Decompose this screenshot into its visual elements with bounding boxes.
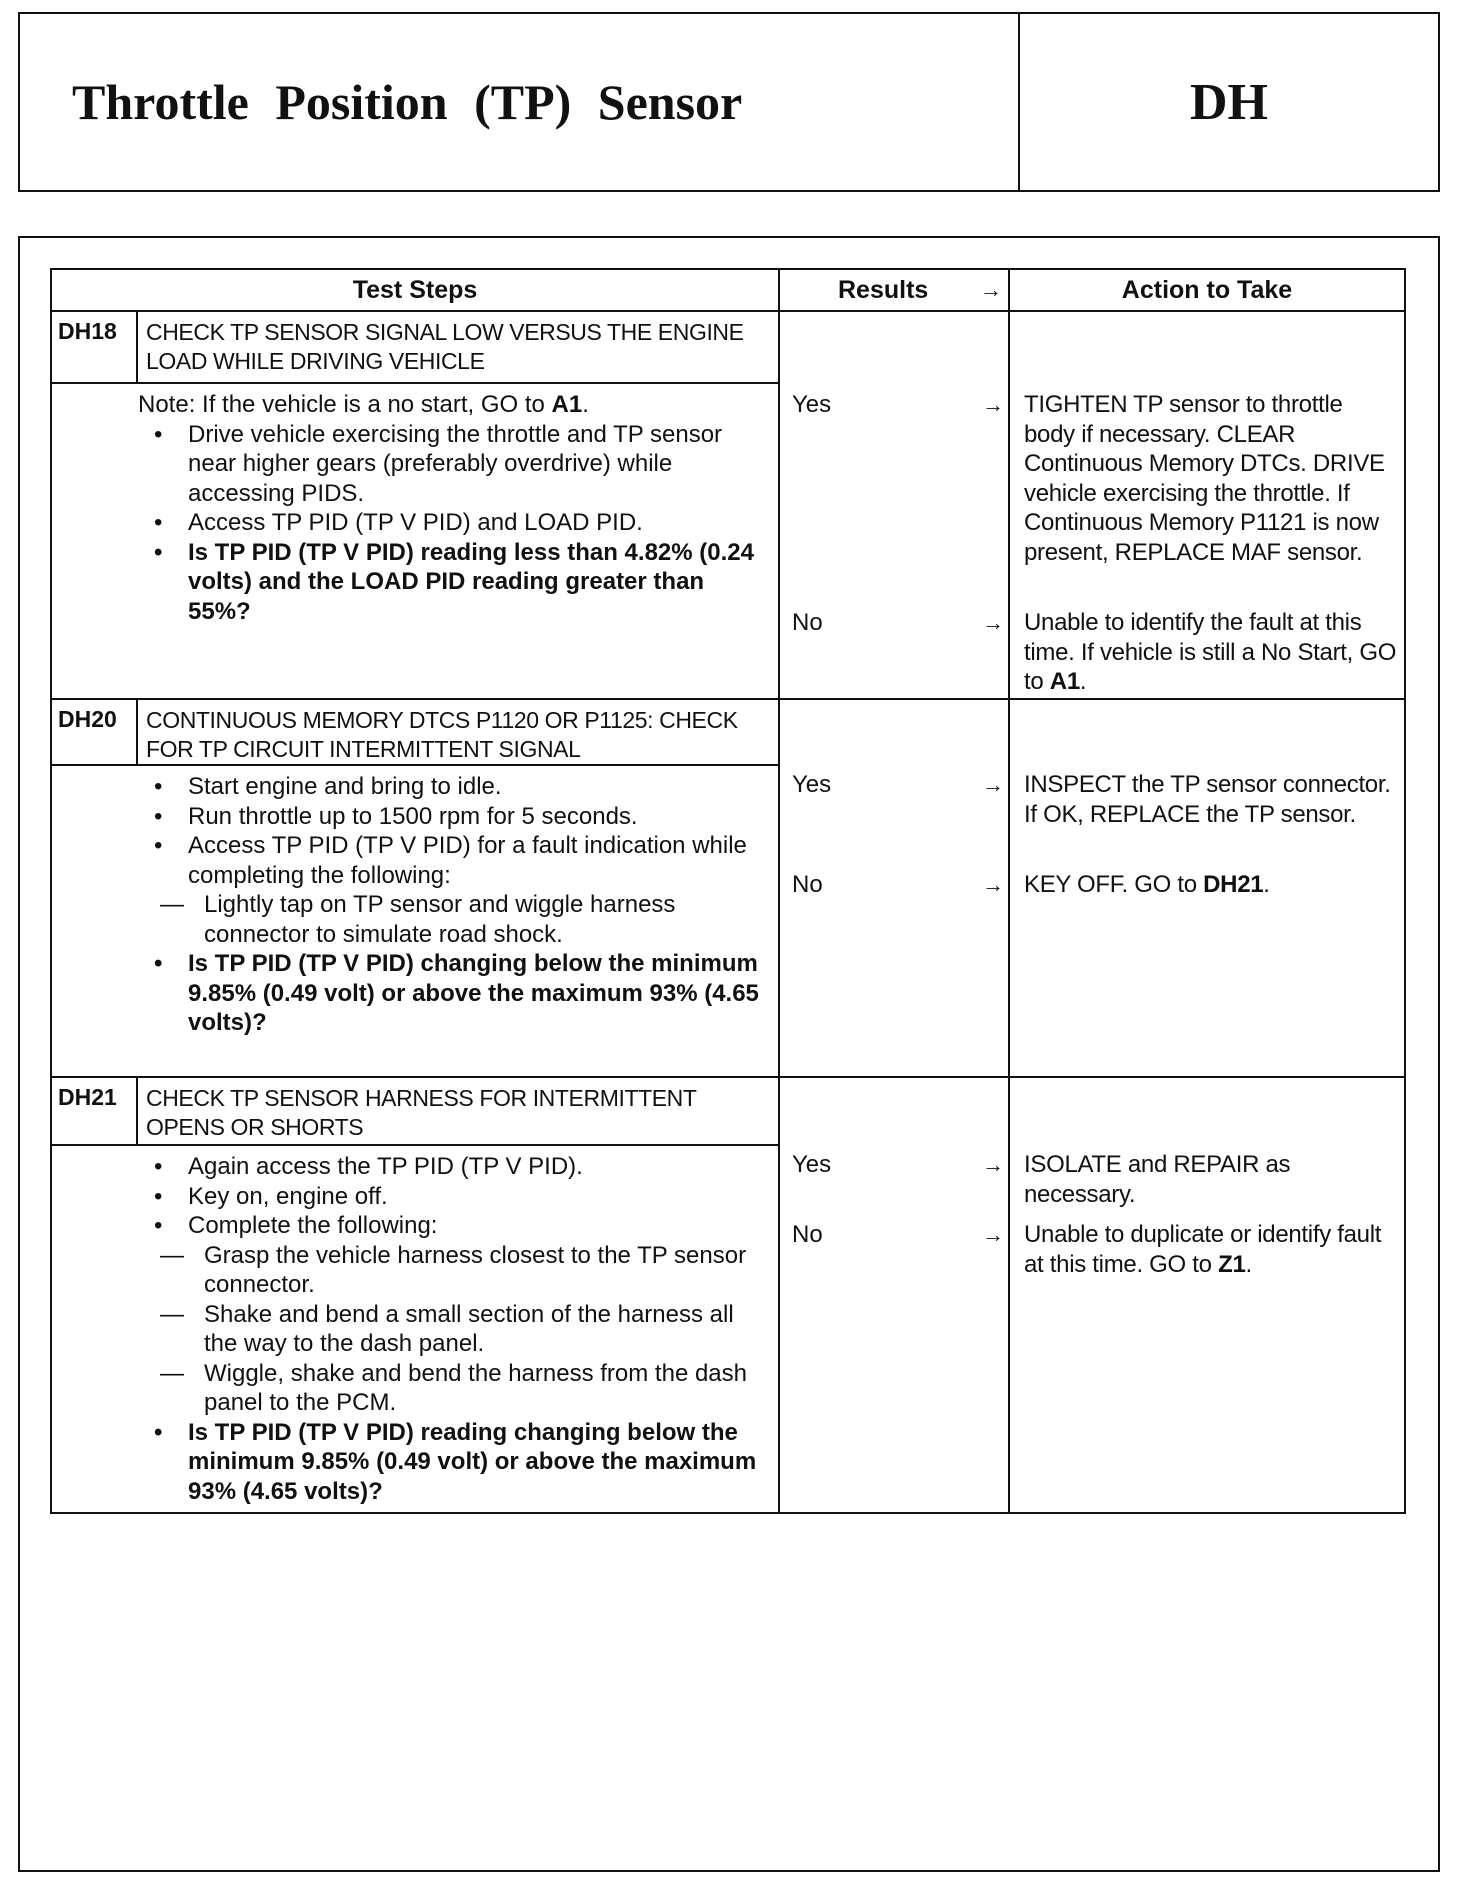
action-ref: Z1 [1218, 1250, 1246, 1278]
step-id: DH20 [52, 700, 138, 764]
result-yes [792, 1150, 1004, 1180]
section-code: DH [1190, 73, 1268, 131]
note-suffix: . [582, 391, 589, 418]
table-row-dh18 [52, 312, 1404, 700]
result-label: Yes [792, 771, 832, 798]
results-cell [780, 700, 1010, 1076]
col-header-results [780, 270, 1010, 310]
step-question: • Is TP PID (TP V PID) reading changing below the minimum 9.85% (0.49 volt) or above the maximum 93% (4.65 volts)? [148, 1418, 768, 1507]
step-body [52, 1146, 778, 1514]
results-cell [780, 312, 1010, 698]
table-header-row [52, 270, 1404, 312]
test-step-cell [52, 700, 780, 1076]
note-ref: A1 [551, 391, 583, 418]
step-title: CONTINUOUS MEMORY DTCS P1120 OR P1125: CHECK FOR TP CIRCUIT INTERMITTENT SIGNAL [146, 707, 738, 762]
result-no [792, 870, 1004, 900]
sub-list-item: — Wiggle, shake and bend the harness from the dash panel to the PCM. [148, 1359, 768, 1418]
action-suffix: . [1245, 1250, 1252, 1278]
action-suffix: . [1263, 871, 1270, 898]
action-cell [1010, 1078, 1404, 1512]
action-yes: TIGHTEN TP sensor to throttle body if necessary. CLEAR Continuous Memory DTCs. DRIVE vehicle exercising the throttle. If Continuous Memory P1121 is now present, REPLACE MAF sensor. [1024, 391, 1385, 566]
list-item [148, 831, 768, 949]
list-item: • Access TP PID (TP V PID) and LOAD PID. [148, 508, 768, 538]
sub-list-item: — Grasp the vehicle harness closest to the TP sensor connector. [148, 1241, 768, 1300]
list-item: • Again access the TP PID (TP V PID). [148, 1152, 768, 1182]
step-body [52, 766, 778, 1046]
result-no [792, 1220, 1004, 1250]
action-suffix: . [1079, 668, 1087, 695]
page-header [18, 12, 1440, 192]
sub-list [148, 1241, 768, 1418]
list-item-text: Access TP PID (TP V PID) for a fault indication while completing the following: [188, 832, 747, 889]
sub-list [148, 890, 768, 949]
note-text: Note: If the vehicle is a no start, GO to [138, 391, 552, 418]
list-item: • Run throttle up to 1500 rpm for 5 seconds. [148, 802, 768, 832]
step-title-row [52, 1078, 778, 1146]
arrow-icon: → [982, 392, 1004, 417]
test-step-cell [52, 1078, 780, 1512]
action-cell [1010, 700, 1404, 1076]
table-row-dh21 [52, 1078, 1404, 1512]
step-question: • Is TP PID (TP V PID) changing below the minimum 9.85% (0.49 volt) or above the maximum 93% (4.65 volts)? [148, 949, 768, 1038]
action-no [1024, 870, 1398, 900]
arrow-icon: → [982, 872, 1004, 897]
step-title-row [52, 700, 778, 766]
list-item [148, 1211, 768, 1418]
step-bullets [148, 772, 768, 1038]
action-text: Unable to identify the fault at this time. If vehicle is still a No Start, GO to [1024, 609, 1397, 695]
list-item: • Start engine and bring to idle. [148, 772, 768, 802]
result-label: Yes [792, 391, 832, 418]
sub-list-item: — Lightly tap on TP sensor and wiggle harness connector to simulate road shock. [148, 890, 768, 949]
arrow-icon: → [982, 772, 1004, 797]
step-title: CHECK TP SENSOR SIGNAL LOW VERSUS THE ENGINE LOAD WHILE DRIVING VEHICLE [146, 319, 744, 374]
step-title: CHECK TP SENSOR HARNESS FOR INTERMITTENT OPENS OR SHORTS [146, 1085, 697, 1140]
step-title-row [52, 312, 778, 384]
step-bullets [148, 1152, 768, 1506]
step-body [52, 384, 778, 634]
arrow-icon: → [982, 610, 1004, 635]
action-yes: ISOLATE and REPAIR as necessary. [1024, 1151, 1291, 1208]
arrow-icon: → [980, 277, 1002, 302]
result-no [792, 608, 1004, 638]
sub-list-item: — Shake and bend a small section of the harness all the way to the dash panel. [148, 1300, 768, 1359]
result-label: No [792, 609, 823, 636]
col-header-test-steps: Test Steps [52, 270, 780, 310]
col-header-action: Action to Take [1121, 275, 1293, 304]
step-question: • Is TP PID (TP V PID) reading less than 4.82% (0.24 volts) and the LOAD PID reading greater than 55%? [148, 538, 768, 627]
test-step-cell [52, 312, 780, 698]
step-note [138, 390, 768, 420]
result-label: Yes [792, 1151, 832, 1178]
action-no [1024, 608, 1398, 697]
action-ref: DH21 [1203, 871, 1264, 898]
step-id: DH21 [52, 1078, 138, 1144]
action-text: KEY OFF. GO to [1024, 871, 1204, 898]
action-yes: INSPECT the TP sensor connector. If OK, REPLACE the TP sensor. [1024, 771, 1391, 828]
result-yes [792, 390, 1004, 420]
diagnostic-table [50, 268, 1406, 1514]
result-yes [792, 770, 1004, 800]
list-item-text: Complete the following: [188, 1212, 438, 1239]
list-item: • Key on, engine off. [148, 1182, 768, 1212]
arrow-icon: → [982, 1152, 1004, 1177]
results-cell [780, 1078, 1010, 1512]
page-title: Throttle Position (TP) Sensor [20, 14, 1020, 190]
action-cell [1010, 312, 1404, 698]
table-row-dh20 [52, 700, 1404, 1078]
action-no [1024, 1220, 1398, 1279]
action-text: Unable to duplicate or identify fault at this time. GO to [1024, 1221, 1382, 1278]
step-id: DH18 [52, 312, 138, 382]
arrow-icon: → [982, 1222, 1004, 1247]
col-header-results-label: Results [838, 275, 929, 304]
result-label: No [792, 871, 823, 898]
list-item: • Drive vehicle exercising the throttle and TP sensor near higher gears (preferably overdrive) while accessing PIDS. [148, 420, 768, 509]
action-ref: A1 [1049, 668, 1080, 695]
step-bullets [148, 420, 768, 627]
result-label: No [792, 1221, 823, 1248]
